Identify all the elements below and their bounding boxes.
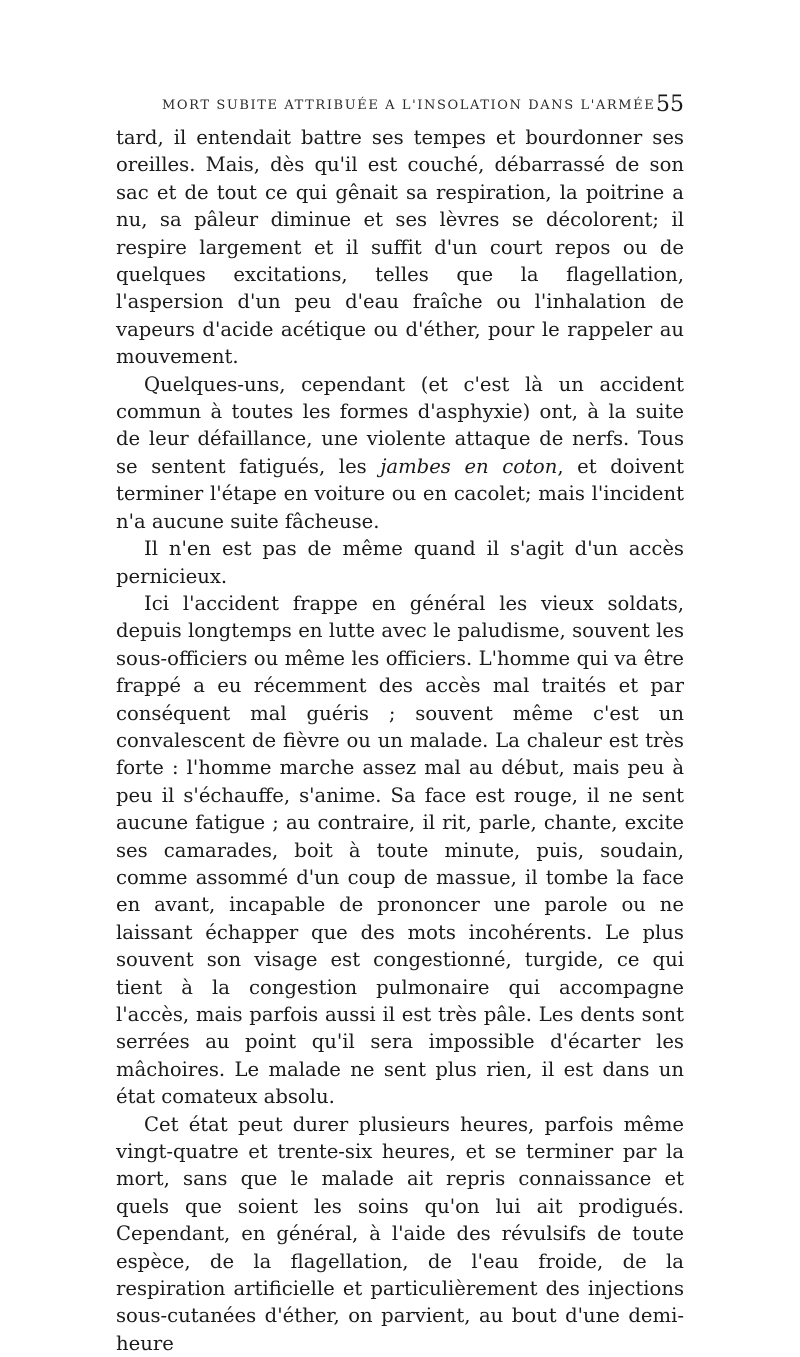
running-head — [116, 92, 684, 122]
page-number: 55 — [656, 92, 684, 117]
running-title: MORT SUBITE ATTRIBUÉE A L'INSOLATION DANS L'ARMÉE — [162, 98, 656, 113]
book-page — [116, 92, 684, 1357]
paragraph-pernicious: Il n'en est pas de même quand il s'agit d'un accès pernicieux. — [116, 537, 684, 588]
paragraph-asphyxia — [116, 371, 684, 535]
paragraph-duration: Cet état peut durer plusieurs heures, parfois même vingt-quatre et trente-six heures, et se terminer par la mort, sans que le malade ait repris connaissance et quels que soient les soins qu'on lui ait prodigués. Cependant, en général, à l'aide des révulsifs de toute espèce, de la flagellation, de l'eau froide, de la respiration artificielle et particulièrement des injections sous-cutanées d'éther, on parvient, au bout d'une demi-heure — [116, 1112, 684, 1355]
paragraph-asphyxia-text-start: Quelques-uns, cependant (et c'est là un accident commun à toutes les formes d'asphyxie) ont, à la suite de leur défaillance, une violente attaque de nerfs. Tous se sentent fatigués, les — [116, 372, 684, 478]
paragraph-accident: Ici l'accident frappe en général les vieux soldats, depuis longtemps en lutte avec le paludisme, souvent les sous-officiers ou même les officiers. L'homme qui va être frappé a eu récemment des accès mal traités et par conséquent mal guéris ; souvent même c'est un convalescent de fièvre ou un malade. La chaleur est très forte : l'homme marche assez mal au début, mais peu à peu il s'échauffe, s'anime. Sa face est rouge, il ne sent aucune fatigue ; au contraire, il rit, parle, chante, excite ses camarades, boit à toute minute, puis, soudain, comme assommé d'un coup de massue, il tombe la face en avant, incapable de prononcer une parole ou ne laissant échapper que des mots incohérents. Le plus souvent son visage est congestionné, turgide, ce qui tient à la congestion pulmonaire qui accompagne l'accès, mais parfois aussi il est très pâle. Les dents sont serrées au point qu'il sera impossible d'écarter les mâchoires. Le malade ne sent plus rien, il est dans un état comateux absolu. — [116, 591, 684, 1109]
paragraph-continuation: tard, il entendait battre ses tempes et bourdonner ses oreilles. Mais, dès qu'il est couché, débarrassé de son sac et de tout ce qui gênait sa respiration, la poitrine a nu, sa pâleur diminue et ses lèvres se décolorent; il respire largement et il suffit d'un court repos ou de quelques excitations, telles que la flagellation, l'aspersion d'un peu d'eau fraîche ou l'inhalation de vapeurs d'acide acétique ou d'éther, pour le rappeler au mouvement. — [116, 126, 684, 369]
italic-phrase: jambes en coton — [380, 454, 558, 478]
paragraph-asphyxia-text-end: , et doivent terminer l'étape en voiture ou en cacolet; mais l'incident n'a aucune suite fâcheuse. — [116, 454, 685, 533]
body-text — [116, 124, 684, 1357]
